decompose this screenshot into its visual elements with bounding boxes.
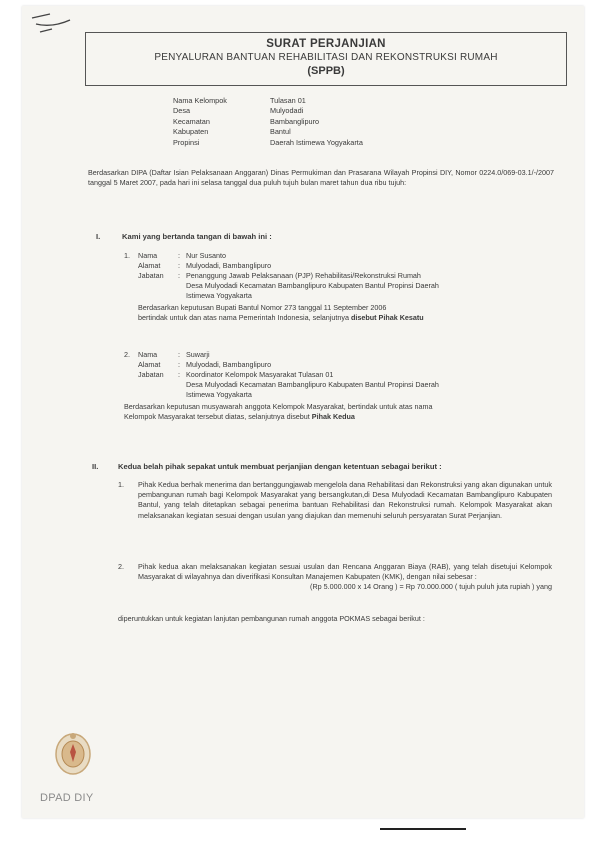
party-basis: Berdasarkan keputusan Bupati Bantul Nomor 273 tanggal 11 September 2006 — [138, 303, 387, 312]
info-value: Bantul — [270, 127, 291, 137]
section-heading-text: Kedua belah pihak sepakat untuk membuat perjanjian dengan ketentuan sebagai berikut : — [118, 462, 442, 471]
info-value: Bambanglipuro — [270, 116, 320, 126]
party-2: 2. Nama : Suwarji Alamat : Mulyodadi, Bambanglipuro Jabatan : Koordinator Kelompok Masyarakat Tulasan 01 Desa Mulyodadi Kecamatan Bambanglipuro Kabupaten Bantul Propinsi Daerah Istimewa Yogyakarta Berdasarkan keputusan musyawarah anggota Kelompok Masyarakat, bertindak untuk atas nama Kelompok Masyarakat tersebut diatas, selanjutnya disebut Pihak Kedua — [124, 350, 506, 422]
party-role: Pihak Kedua — [311, 412, 355, 421]
party-number: 2. — [124, 350, 130, 359]
info-label: Nama Kelompok — [173, 96, 227, 105]
list-item — [118, 562, 552, 593]
party-name: Suwarji — [186, 350, 210, 359]
seal-logo — [52, 728, 94, 778]
party-1: 1. Nama : Nur Susanto Alamat : Mulyodadi, Bambanglipuro Jabatan : Penanggung Jawab Pelaksanaan (PJP) Rehabilitasi/Rekonstruksi Rumah Desa Mulyodadi Kecamatan Bambanglipuro Kabupaten Bantul Propinsi Daerah Istimewa Yogyakarta Berdasarkan keputusan Bupati Bantul Nomor 273 tanggal 11 September 2006 bertindak untuk dan atas nama Pemerintah Indonesia, selanjutnya disebut Pihak Kesatu — [124, 251, 506, 323]
info-row — [173, 96, 363, 106]
party-address: Mulyodadi, Bambanglipuro — [186, 360, 272, 369]
divider-line — [380, 828, 466, 830]
party-position: Koordinator Kelompok Masyarakat Tulasan 01 — [186, 370, 334, 379]
document-title: SURAT PERJANJIAN — [266, 38, 386, 50]
party-position-cont: Istimewa Yogyakarta — [186, 390, 252, 399]
party-position-cont: Desa Mulyodadi Kecamatan Bambanglipuro Kabupaten Bantul Propinsi Daerah — [186, 380, 439, 389]
party-role: disebut Pihak Kesatu — [350, 313, 424, 322]
party-basis: Berdasarkan keputusan musyawarah anggota Kelompok Masyarakat, bertindak untuk atas nama — [124, 402, 433, 411]
field-label: Nama — [138, 251, 158, 260]
field-label: Jabatan — [138, 370, 164, 379]
group-info — [173, 96, 363, 148]
party-address: Mulyodadi, Bambanglipuro — [186, 261, 272, 270]
info-row — [173, 127, 363, 137]
info-label: Propinsi — [173, 137, 200, 147]
document-acronym: (SPPB) — [307, 65, 345, 77]
section-1-heading — [96, 232, 272, 241]
pen-scribble-mark — [30, 10, 90, 40]
party-position-cont: Desa Mulyodadi Kecamatan Bambanglipuro Kabupaten Bantul Propinsi Daerah — [186, 281, 439, 290]
info-value: Daerah Istimewa Yogyakarta — [270, 137, 363, 147]
party-position-cont: Istimewa Yogyakarta — [186, 291, 252, 300]
party-basis: bertindak untuk dan atas nama Pemerintah Indonesia, selanjutnya disebut Pihak Kesatu — [138, 313, 424, 322]
title-box — [85, 32, 567, 86]
document-subtitle: PENYALURAN BANTUAN REHABILITASI DAN REKONSTRUKSI RUMAH — [154, 52, 498, 63]
section-2-heading — [92, 462, 442, 471]
item-number: 1. — [118, 480, 124, 489]
section-heading-text: Kami yang bertanda tangan di bawah ini : — [122, 232, 272, 241]
watermark-text: DPAD DIY — [40, 792, 94, 804]
item-text: Pihak kedua akan melaksanakan kegiatan sesuai usulan dan Rencana Anggaran Biaya (RAB), yang telah disetujui Kelompok Masyarakat di wilayahnya dan diverifikasi Konsultan Manajemen Kabupaten (KMK), dengan nilai sebesar : — [138, 562, 552, 582]
party-position: Penanggung Jawab Pelaksanaan (PJP) Rehabilitasi/Rekonstruksi Rumah — [186, 271, 421, 280]
section-number: II. — [92, 462, 99, 471]
info-label: Desa — [173, 106, 191, 116]
party-number: 1. — [124, 251, 130, 260]
amount-line: (Rp 5.000.000 x 14 Orang ) = Rp 70.000.000 ( tujuh puluh juta rupiah ) yang — [310, 582, 552, 592]
info-value: Tulasan 01 — [270, 96, 306, 105]
party-basis: Kelompok Masyarakat tersebut diatas, selanjutnya disebut Pihak Kedua — [124, 412, 355, 421]
info-row — [173, 117, 363, 127]
list-item — [118, 480, 552, 521]
section-number: I. — [96, 232, 101, 241]
item-text: Pihak Kedua berhak menerima dan bertanggungjawab mengelola dana Rehabilitasi dan Rekonstruksi yang akan digunakan untuk pembangunan rumah bagi Kelompok Masyarakat yang bersangkutan,di Desa Mulyodadi Kecamatan Bambanglipuro Kabupaten Bantul, yang telah ditetapkan sebagai penerima bantuan Rehabilitasi dan Rekonstruksi rumah. Kelompok Masyarakat akan melaksanakan kegiatan sesuai dengan usulan yang diajukan dan memenuhi seluruh persyaratan Surat Perjanjian. — [138, 480, 552, 520]
item-continuation: diperuntukkan untuk kegiatan lanjutan pembangunan rumah anggota POKMAS sebagai berikut : — [118, 614, 425, 623]
intro-paragraph: Berdasarkan DIPA (Daftar Isian Pelaksanaan Anggaran) Dinas Permukiman dan Prasarana Wilayah Propinsi DIY, Nomor 0224.0/069-03.1/-/2007 tanggal 5 Maret 2007, pada hari ini selasa tanggal dua puluh tujuh bulan maret tahun dua ribu tujuh: — [88, 168, 554, 188]
field-label: Alamat — [138, 360, 161, 369]
field-label: Jabatan — [138, 271, 164, 280]
item-number: 2. — [118, 562, 124, 571]
info-row — [173, 106, 363, 116]
field-label: Nama — [138, 350, 158, 359]
info-value: Mulyodadi — [270, 106, 304, 116]
info-row — [173, 138, 363, 148]
info-label: Kecamatan — [173, 116, 210, 126]
party-name: Nur Susanto — [186, 251, 226, 260]
field-label: Alamat — [138, 261, 161, 270]
info-label: Kabupaten — [173, 127, 209, 137]
